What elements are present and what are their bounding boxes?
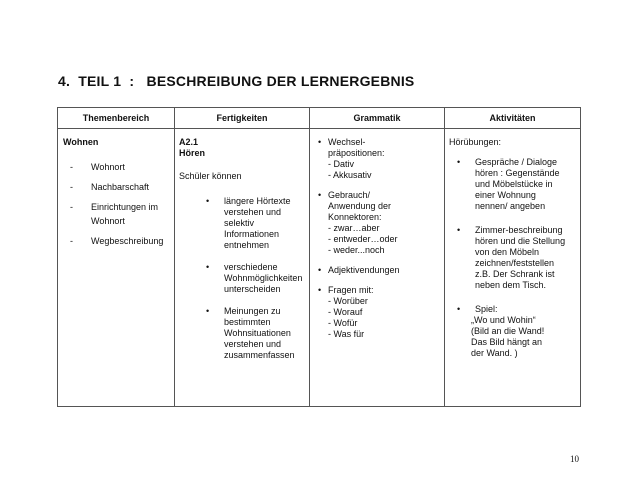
bullet-icon: •	[318, 265, 322, 275]
theme-title: Wohnen	[63, 137, 99, 147]
bullet-icon: •	[457, 157, 461, 167]
page-number: 10	[570, 454, 579, 464]
activity-intro: Hörübungen:	[449, 137, 502, 147]
bullet-icon: •	[457, 225, 461, 235]
grammar-list	[314, 137, 440, 340]
list-item	[179, 196, 305, 251]
activity-list	[449, 157, 576, 359]
list-subitem: - Worauf	[328, 307, 363, 317]
bullet-icon: •	[206, 306, 210, 316]
list-item: - Wohnort	[63, 160, 170, 174]
col-header-aktivitaeten: Aktivitäten	[445, 108, 581, 129]
list-item	[314, 137, 440, 181]
table-body-row	[58, 129, 581, 407]
skill-name: Hören	[179, 148, 206, 158]
col-header-themenbereich: Themenbereich	[58, 108, 175, 129]
col-header-grammatik: Grammatik	[310, 108, 445, 129]
list-item-text: Gebrauch/ Anwendung der Konnektoren:	[328, 190, 392, 222]
list-item-text: Fragen mit:	[328, 285, 374, 295]
bullet-icon: •	[206, 196, 210, 206]
cell-grammatik	[310, 129, 445, 407]
bullet-icon: •	[318, 137, 322, 147]
cell-themenbereich	[58, 129, 175, 407]
section-heading: 4. TEIL 1 : BESCHREIBUNG DER LERNERGEBNIS	[58, 73, 415, 89]
skill-intro: Schüler können	[179, 171, 242, 181]
list-item: - Nachbarschaft	[63, 180, 170, 194]
cell-fertigkeiten	[175, 129, 310, 407]
table-header-row	[58, 108, 581, 129]
list-item-text: verschiedene Wohnmöglichkeiten unterscheiden	[224, 262, 303, 294]
list-item	[314, 265, 440, 276]
list-subitem: - Wofür	[328, 318, 358, 328]
cell-aktivitaeten	[445, 129, 581, 407]
bullet-icon: •	[318, 190, 322, 200]
skill-list	[179, 196, 305, 361]
list-item-text: Spiel:	[475, 304, 498, 314]
list-subitem: - zwar…aber	[328, 223, 380, 233]
theme-list	[63, 160, 170, 248]
list-subitem: - entweder…oder	[328, 234, 398, 244]
list-item	[179, 306, 305, 361]
list-subitem: - Was für	[328, 329, 365, 339]
bullet-icon: •	[206, 262, 210, 272]
list-item-text: Zimmer-beschreibung hören und die Stellung von den Möbeln zeichnen/feststellen z.B. Der Schrank ist neben dem Tisch.	[475, 225, 566, 290]
list-item	[449, 304, 576, 359]
learning-outcomes-table	[57, 107, 581, 407]
bullet-icon: •	[457, 304, 461, 314]
list-item-text: Meinungen zu bestimmten Wohnsituationen verstehen und zusammenfassen	[224, 306, 295, 360]
col-header-fertigkeiten: Fertigkeiten	[175, 108, 310, 129]
list-subitem: - Worüber	[328, 296, 368, 306]
list-item	[314, 285, 440, 340]
list-item	[179, 262, 305, 295]
list-subitem: - Akkusativ	[328, 170, 372, 180]
list-item	[314, 190, 440, 256]
list-item: - Wegbeschreibung	[63, 234, 170, 248]
skill-level: A2.1	[179, 137, 199, 147]
list-item	[449, 225, 576, 291]
list-item-text: Adjektivendungen	[328, 265, 400, 275]
bullet-icon: •	[318, 285, 322, 295]
list-item: - Einrichtungen im Wohnort	[63, 200, 169, 228]
list-item-text: Gespräche / Dialoge hören : Gegenstände und Möbelstücke in einer Wohnung nennen/ angeben	[475, 157, 560, 211]
list-subitem: - Dativ	[328, 159, 355, 169]
list-item-text: Wechsel-präpositionen:	[328, 137, 385, 158]
list-item-text: längere Hörtexte verstehen und selektiv Informationen entnehmen	[224, 196, 291, 250]
list-subitem: „Wo und Wohin“ (Bild an die Wand! Das Bild hängt an der Wand. )	[471, 315, 545, 358]
list-subitem: - weder...noch	[328, 245, 385, 255]
list-item	[449, 157, 576, 212]
